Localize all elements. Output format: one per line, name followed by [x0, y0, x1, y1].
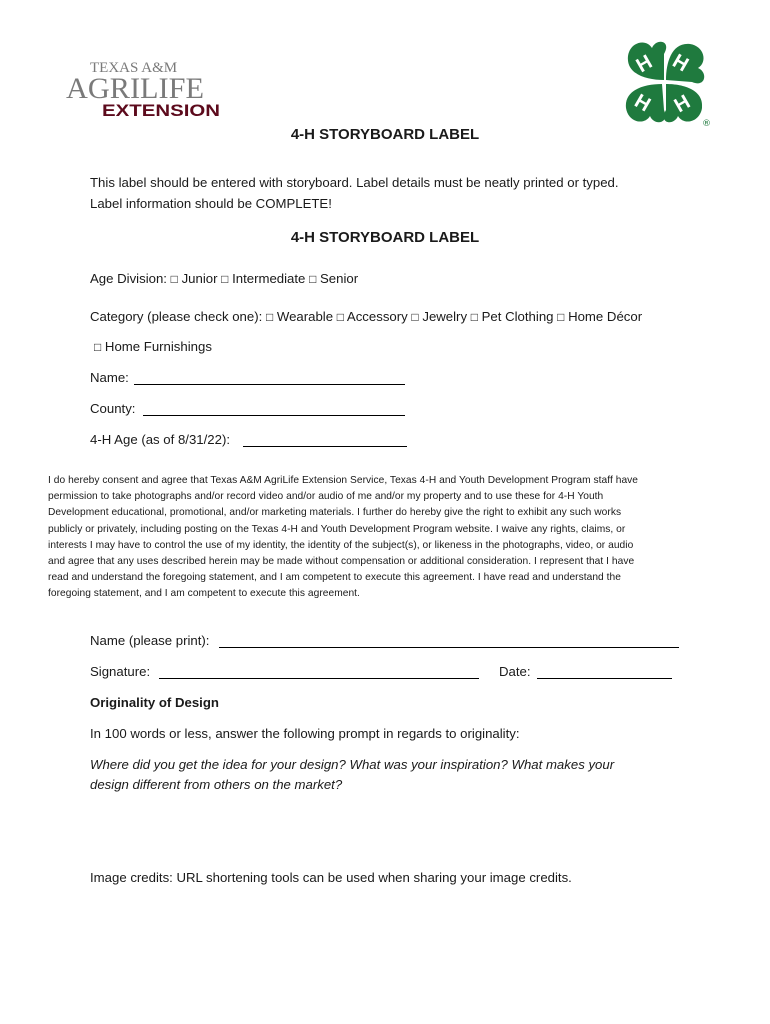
- option-home-decor: Home Décor: [568, 309, 643, 324]
- print-name-label: Name (please print):: [90, 633, 210, 648]
- checkbox-senior[interactable]: □: [309, 272, 317, 286]
- 4h-clover-logo: [616, 34, 712, 130]
- print-name-field[interactable]: [219, 634, 679, 648]
- logo-line-agrilife: AGRILIFE: [66, 72, 204, 105]
- consent-line: permission to take photographs and/or record video and/or audio of me and/or my property and to use these for 4-H Youth: [48, 491, 604, 503]
- county-label: County:: [90, 401, 136, 416]
- category-label: Category (please check one):: [90, 309, 263, 324]
- date-field[interactable]: [537, 665, 672, 679]
- name-row: [90, 370, 129, 385]
- checkbox-jewelry[interactable]: □: [411, 310, 419, 324]
- consent-line: publicly or privately, including posting on the Texas 4-H and Youth Development Program website. I waive any rights, claims, or: [48, 523, 626, 535]
- consent-line: read and understand the foregoing statement, and I am competent to execute this agreement. I have read and understand the: [48, 572, 621, 584]
- age-row: [90, 432, 230, 447]
- signature-label: Signature:: [90, 664, 151, 679]
- county-row: [90, 401, 135, 416]
- logo-line-extension: EXTENSION: [102, 101, 220, 120]
- consent-line: interests I may have to control the use of my identity, the identity of the subject(s), or likeness in the photographs, video, or audio: [48, 539, 634, 551]
- checkbox-home-decor[interactable]: □: [557, 310, 565, 324]
- signature-field[interactable]: [159, 665, 479, 679]
- clover-registered-mark: ®: [702, 119, 711, 129]
- clover-h-top-left: H: [632, 50, 657, 78]
- age-label: 4-H Age (as of 8/31/22):: [90, 432, 231, 447]
- originality-prompt: In 100 words or less, answer the following prompt in regards to originality:: [90, 726, 520, 741]
- checkbox-accessory[interactable]: □: [336, 310, 344, 324]
- name-label: Name:: [90, 370, 129, 385]
- clover-h-top-right: H: [668, 50, 693, 77]
- page-title: 4-H STORYBOARD LABEL: [290, 126, 480, 143]
- clover-h-bottom-left: H: [630, 90, 655, 117]
- consent-line: foregoing statement, and I am competent to execute this agreement.: [48, 588, 360, 600]
- originality-heading: Originality of Design: [90, 695, 219, 710]
- option-junior: Junior: [181, 271, 218, 286]
- age-division-label: Age Division:: [90, 271, 167, 286]
- checkbox-wearable[interactable]: □: [265, 310, 274, 324]
- checkbox-home-furnishings[interactable]: □: [94, 340, 102, 354]
- option-intermediate: Intermediate: [232, 271, 306, 286]
- option-senior: Senior: [319, 271, 359, 286]
- consent-line: Development educational, promotional, and/or marketing materials. I further do hereby give the right to exhibit any such works: [48, 507, 622, 519]
- option-jewelry: Jewelry: [422, 309, 468, 324]
- logo-line-texas: TEXAS A&M: [90, 60, 178, 76]
- name-field[interactable]: [134, 371, 405, 385]
- clover-h-bottom-right: H: [670, 90, 695, 118]
- section-title: 4-H STORYBOARD LABEL: [290, 229, 480, 246]
- consent-line: I do hereby consent and agree that Texas A&M AgriLife Extension Service, Texas 4-H and Youth Development Program staff have: [48, 475, 639, 486]
- agrilife-extension-logo: [64, 54, 224, 120]
- option-home-furnishings: Home Furnishings: [104, 339, 212, 354]
- option-pet-clothing: Pet Clothing: [481, 309, 554, 324]
- consent-paragraph: [48, 473, 722, 603]
- category-row-2: [94, 339, 212, 354]
- checkbox-intermediate[interactable]: □: [221, 272, 229, 286]
- option-wearable: Wearable: [276, 309, 334, 324]
- consent-line: and agree that any uses described herein may be made without compensation or additional consideration. I represent that I have: [48, 556, 635, 568]
- checkbox-junior[interactable]: □: [170, 272, 178, 286]
- age-division-row: [90, 271, 358, 286]
- intro-line-1: This label should be entered with storyboard. Label details must be neatly printed or typed.: [90, 175, 619, 190]
- intro-line-2: Label information should be COMPLETE!: [90, 196, 332, 211]
- county-field[interactable]: [143, 402, 405, 416]
- date-label: Date:: [499, 664, 531, 679]
- option-accessory: Accessory: [346, 309, 408, 324]
- category-row: [90, 309, 642, 324]
- age-field[interactable]: [243, 433, 407, 447]
- originality-question-1: Where did you get the idea for your design? What was your inspiration? What makes your: [90, 757, 615, 772]
- image-credits-note: Image credits: URL shortening tools can be used when sharing your image credits.: [90, 870, 572, 885]
- checkbox-pet-clothing[interactable]: □: [470, 310, 478, 324]
- originality-question-2: design different from others on the market?: [90, 777, 343, 792]
